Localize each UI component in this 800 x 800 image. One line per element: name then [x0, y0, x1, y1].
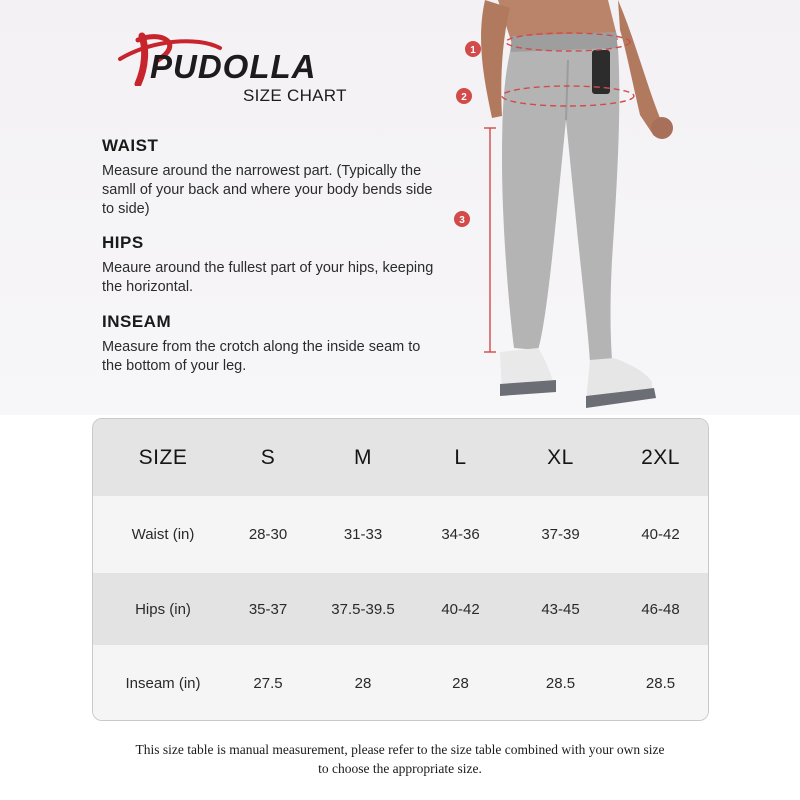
marker-2: [456, 88, 472, 104]
size-chart-title: SIZE CHART: [243, 86, 347, 105]
table-cell: 27.5: [253, 675, 283, 692]
table-cell: 28: [452, 675, 469, 692]
row-label: Hips (in): [135, 600, 191, 618]
table-cell: 28-30: [248, 526, 288, 543]
row-label: Waist (in): [131, 526, 195, 543]
table-cell: 28.5: [545, 675, 576, 692]
table-row-inseam: [93, 645, 709, 721]
hips-title: HIPS: [102, 233, 144, 252]
inseam-guide: [102, 312, 442, 376]
svg-text:2: 2: [461, 92, 467, 103]
header-size: SIZE: [138, 445, 188, 469]
table-cell: 43-45: [541, 600, 580, 618]
marker-1: [465, 41, 481, 57]
table-cell: 37-39: [541, 526, 580, 543]
table-cell: 37.5-39.5: [331, 600, 395, 618]
hips-guide: [102, 233, 442, 297]
header-xl: XL: [547, 445, 574, 469]
svg-text:1: 1: [470, 45, 476, 56]
header-2xl: 2XL: [641, 445, 680, 469]
waist-guide: [102, 136, 442, 219]
table-cell: 35-37: [248, 600, 288, 618]
hips-text: Meaure around the fullest part of your hips, keeping the horizontal.: [102, 260, 434, 295]
table-cell: 31-33: [343, 526, 383, 543]
header-l: L: [454, 445, 467, 469]
inseam-text: Measure from the crotch along the inside seam to the bottom of your leg.: [102, 339, 421, 374]
inseam-title: INSEAM: [102, 312, 172, 331]
model-illustration: [440, 0, 740, 415]
table-cell: 28: [354, 675, 372, 692]
header-s: S: [260, 445, 276, 469]
brand-name: PUDOLLA: [150, 48, 317, 85]
table-header-row: [93, 419, 709, 496]
footnote: This size table is manual measurement, please refer to the size table combined with your own size to choose the appropriate size.: [135, 742, 665, 776]
table-row-hips: [93, 573, 709, 645]
table-cell: 34-36: [441, 526, 480, 543]
header-m: M: [354, 445, 372, 469]
size-table: [92, 418, 709, 721]
table-cell: 40-42: [641, 526, 680, 543]
waist-text: Measure around the narrowest part. (Typically the samll of your back and where your body bends side to side): [102, 163, 433, 217]
svg-text:3: 3: [459, 215, 465, 226]
marker-3: [454, 211, 470, 227]
waist-title: WAIST: [102, 136, 159, 155]
row-label: Inseam (in): [125, 675, 201, 692]
table-cell: 40-42: [441, 600, 480, 618]
table-cell: 46-48: [641, 600, 680, 618]
table-cell: 28.5: [645, 675, 676, 692]
table-row-waist: [93, 496, 709, 573]
